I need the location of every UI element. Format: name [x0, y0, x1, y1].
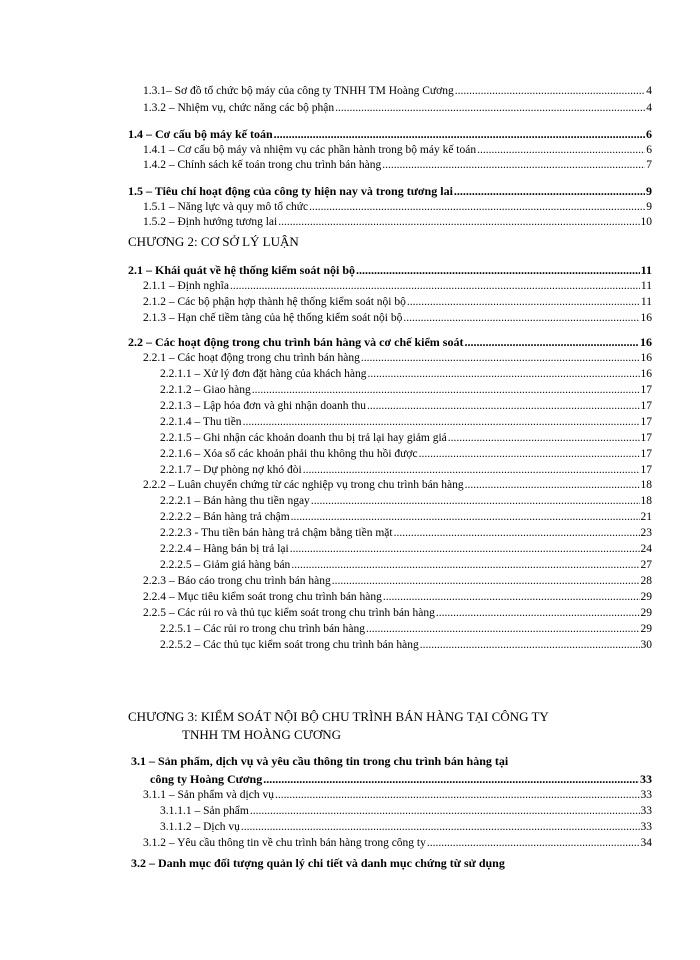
toc-dot-leader [311, 494, 640, 508]
toc-entry-page: 18 [640, 479, 652, 491]
toc-entry-title: 1.4.2 – Chính sách kế toán trong chu trình bán hàng [143, 159, 382, 171]
toc-dot-leader [394, 526, 640, 540]
toc-entry [160, 526, 652, 540]
toc-entry-page: 4 [646, 85, 652, 97]
chapter-2-heading: CHƯƠNG 2: CƠ SỞ LÝ LUẬN [128, 234, 299, 249]
toc-dot-leader [356, 263, 640, 277]
toc-dot-leader [263, 772, 639, 786]
toc-entry [143, 143, 652, 157]
toc-dot-leader [275, 788, 640, 802]
toc-entry-title: 2.2.1.5 – Ghi nhận các khoản doanh thu bị trả lại hay giảm giá [160, 432, 447, 444]
toc-entry-page: 28 [640, 575, 652, 587]
toc-dot-leader [464, 335, 639, 349]
toc-dot-leader [303, 463, 640, 477]
toc-entry-page: 10 [640, 216, 652, 228]
toc-entry [160, 415, 652, 429]
toc-entry-title: 2.2.5 – Các rủi ro và thủ tục kiểm soát trong chu trình bán hàng [143, 607, 435, 619]
toc-dot-leader [230, 279, 640, 293]
toc-dot-leader [309, 200, 645, 214]
toc-entry-page: 29 [640, 607, 652, 619]
toc-dot-leader [368, 367, 640, 381]
toc-entry [143, 215, 652, 229]
toc-dot-leader [278, 215, 639, 229]
toc-entry-title: 2.2.1.6 – Xóa sổ các khoản phải thu không thu hồi được [160, 448, 418, 460]
toc-entry [143, 574, 652, 588]
toc-entry-title: 1.4 – Cơ cấu bộ máy kế toán [128, 127, 273, 141]
chapter-3-heading-line1: CHƯƠNG 3: KIỂM SOÁT NỘI BỘ CHU TRÌNH BÁN HÀNG TẠI CÔNG TY [128, 709, 549, 724]
toc-dot-leader [477, 143, 645, 157]
toc-entry [160, 542, 652, 556]
toc-dot-leader [448, 431, 640, 445]
toc-entry-page: 11 [640, 296, 652, 308]
toc-dot-leader [407, 295, 640, 309]
toc-entry-title: 1.3.2 – Nhiệm vụ, chức năng các bộ phận [143, 102, 335, 114]
toc-entry-title: 3.1.2 – Yêu cầu thông tin về chu trình bán hàng trong công ty [143, 837, 426, 849]
toc-entry-page: 29 [640, 591, 652, 603]
toc-entry-page: 34 [640, 837, 652, 849]
toc-entry-page: 24 [640, 543, 652, 555]
toc-dot-leader [403, 311, 639, 325]
toc-dot-leader [361, 351, 640, 365]
toc-dot-leader [252, 383, 640, 397]
toc-entry [160, 638, 652, 652]
toc-entry-title: công ty Hoàng Cương [150, 772, 263, 786]
toc-entry [143, 788, 652, 802]
toc-entry-title: 1.3.1– Sơ đồ tổ chức bộ máy của công ty TNHH TM Hoàng Cương [143, 85, 454, 97]
toc-entry-page: 16 [640, 312, 652, 324]
toc-entry-title: 2.2.3 – Báo cáo trong chu trình bán hàng [143, 575, 331, 587]
toc-entry-page: 6 [646, 127, 652, 141]
toc-entry-page: 21 [640, 511, 652, 523]
toc-dot-leader [335, 101, 645, 115]
toc-entry [160, 463, 652, 477]
toc-entry-title: 2.1.3 – Hạn chế tiềm tàng của hệ thống kiểm soát nội bộ [143, 312, 403, 324]
toc-entry [143, 836, 652, 850]
toc-entry-title: 3.1.1.1 – Sản phẩm [160, 805, 249, 817]
toc-entry-page: 17 [640, 384, 652, 396]
toc-entry-page: 16 [640, 335, 652, 349]
toc-entry [160, 494, 652, 508]
toc-dot-leader [241, 820, 640, 834]
toc-entry [160, 431, 652, 445]
toc-entry-page: 16 [640, 368, 652, 380]
toc-entry-page: 9 [646, 201, 652, 213]
toc-entry-title: 2.2.2.2 – Bán hàng trả chậm [160, 511, 290, 523]
toc-entry-page: 29 [640, 623, 652, 635]
toc-entry-title: 2.2.1.2 – Giao hàng [160, 384, 251, 396]
toc-entry-title: 1.5.2 – Định hướng tương lai [143, 216, 278, 228]
toc-entry [128, 335, 652, 349]
toc-entry-page: 17 [640, 448, 652, 460]
toc-entry-page: 33 [640, 789, 652, 801]
toc-dot-leader [382, 158, 645, 172]
toc-entry-title: 2.2.4 – Mục tiêu kiểm soát trong chu trình bán hàng [143, 591, 382, 603]
toc-entry [128, 184, 652, 198]
toc-entry-title: 2.1 – Khái quát về hệ thống kiểm soát nội bộ [128, 263, 356, 277]
section-3-1-title-line1: 3.1 – Sản phẩm, dịch vụ và yêu cầu thông tin trong chu trình bán hàng tại [131, 754, 509, 768]
toc-dot-leader [454, 184, 645, 198]
toc-entry [160, 804, 652, 818]
toc-dot-leader [366, 622, 639, 636]
section-3-2-title: 3.2 – Danh mục đối tượng quản lý chi tiết và danh mục chứng từ sử dụng [131, 856, 505, 870]
toc-entry [160, 367, 652, 381]
toc-entry [160, 399, 652, 413]
toc-entry-page: 23 [640, 527, 652, 539]
toc-entry-title: 2.2.1.3 – Lập hóa đơn và ghi nhận doanh thu [160, 400, 367, 412]
toc-dot-leader [383, 590, 640, 604]
toc-entry [143, 311, 652, 325]
toc-entry-title: 2.2.2 – Luân chuyển chứng từ các nghiệp vụ trong chu trình bán hàng [143, 479, 464, 491]
toc-entry [160, 510, 652, 524]
toc-entry-page: 17 [640, 416, 652, 428]
toc-entry-page: 4 [646, 102, 652, 114]
toc-dot-leader [427, 836, 640, 850]
toc-entry-title: 2.2.1.1 – Xử lý đơn đặt hàng của khách hàng [160, 368, 367, 380]
toc-entry-page: 6 [646, 144, 652, 156]
toc-dot-leader [250, 804, 640, 818]
toc-entry [143, 478, 652, 492]
toc-entry-title: 2.1.1 – Định nghĩa [143, 280, 229, 292]
toc-dot-leader [243, 415, 640, 429]
toc-entry-page: 30 [640, 639, 652, 651]
toc-entry-page: 33 [640, 821, 652, 833]
toc-entry-title: 2.2.5.2 – Các thủ tục kiểm soát trong chu trình bán hàng [160, 639, 419, 651]
toc-entry-page: 11 [640, 280, 652, 292]
toc-dot-leader [290, 542, 640, 556]
toc-entry-page: 16 [640, 352, 652, 364]
toc-entry [143, 590, 652, 604]
toc-entry [160, 820, 652, 834]
toc-entry-page: 27 [640, 559, 652, 571]
toc-dot-leader [367, 399, 639, 413]
toc-dot-leader [274, 127, 645, 141]
toc-entry-title: 2.1.2 – Các bộ phận hợp thành hệ thống kiểm soát nội bộ [143, 296, 406, 308]
toc-entry [143, 279, 652, 293]
toc-entry-title: 1.5 – Tiêu chí hoạt động của công ty hiện nay và trong tương lai [128, 184, 453, 198]
toc-entry-page: 17 [640, 464, 652, 476]
toc-dot-leader [291, 558, 639, 572]
toc-entry-title: 2.2.5.1 – Các rủi ro trong chu trình bán hàng [160, 623, 366, 635]
toc-dot-leader [419, 447, 640, 461]
toc-entry [143, 101, 652, 115]
toc-entry [143, 295, 652, 309]
toc-entry-title: 2.2.2.5 – Giảm giá hàng bán [160, 559, 291, 571]
toc-entry [143, 606, 652, 620]
toc-entry-title: 2.2.2.3 - Thu tiền bán hàng trả chậm bằng tiền mặt [160, 527, 393, 539]
toc-entry [160, 447, 652, 461]
toc-entry [143, 351, 652, 365]
toc-entry [160, 622, 652, 636]
toc-entry-title: 2.2 – Các hoạt động trong chu trình bán hàng và cơ chế kiểm soát [128, 335, 464, 349]
toc-entry-page: 9 [646, 184, 652, 198]
toc-dot-leader [436, 606, 640, 620]
toc-entry-title: 2.2.2.1 – Bán hàng thu tiền ngay [160, 495, 310, 507]
toc-entry-title: 2.2.2.4 – Hàng bán bị trả lại [160, 543, 289, 555]
toc-dot-leader [291, 510, 640, 524]
toc-entry [160, 558, 652, 572]
toc-entry-title: 3.1.1.2 – Dịch vụ [160, 821, 240, 833]
toc-entry-title: 2.2.1.7 – Dự phòng nợ khó đòi [160, 464, 302, 476]
toc-dot-leader [465, 478, 640, 492]
toc-entry [128, 127, 652, 141]
toc-entry-page: 17 [640, 400, 652, 412]
toc-entry [143, 200, 652, 214]
toc-entry-title: 2.2.1 – Các hoạt động trong chu trình bán hàng [143, 352, 360, 364]
toc-entry [143, 84, 652, 98]
chapter-3-heading-line2: TNHH TM HOÀNG CƯƠNG [182, 727, 341, 742]
toc-entry [143, 158, 652, 172]
toc-entry [150, 772, 652, 786]
toc-entry-page: 18 [640, 495, 652, 507]
toc-dot-leader [332, 574, 640, 588]
toc-dot-leader [420, 638, 640, 652]
toc-dot-leader [455, 84, 646, 98]
toc-entry-title: 3.1.1 – Sản phẩm và dịch vụ [143, 789, 274, 801]
toc-entry-page: 33 [640, 805, 652, 817]
toc-entry-page: 33 [640, 772, 652, 786]
toc-entry-page: 17 [640, 432, 652, 444]
toc-entry-title: 1.5.1 – Năng lực và quy mô tổ chức [143, 201, 309, 213]
toc-entry-title: 1.4.1 – Cơ cấu bộ máy và nhiệm vụ các phần hành trong bộ máy kế toán [143, 144, 477, 156]
toc-entry-page: 11 [640, 263, 652, 277]
toc-entry-title: 2.2.1.4 – Thu tiền [160, 416, 242, 428]
toc-entry [128, 263, 652, 277]
toc-entry [160, 383, 652, 397]
toc-entry-page: 7 [646, 159, 652, 171]
